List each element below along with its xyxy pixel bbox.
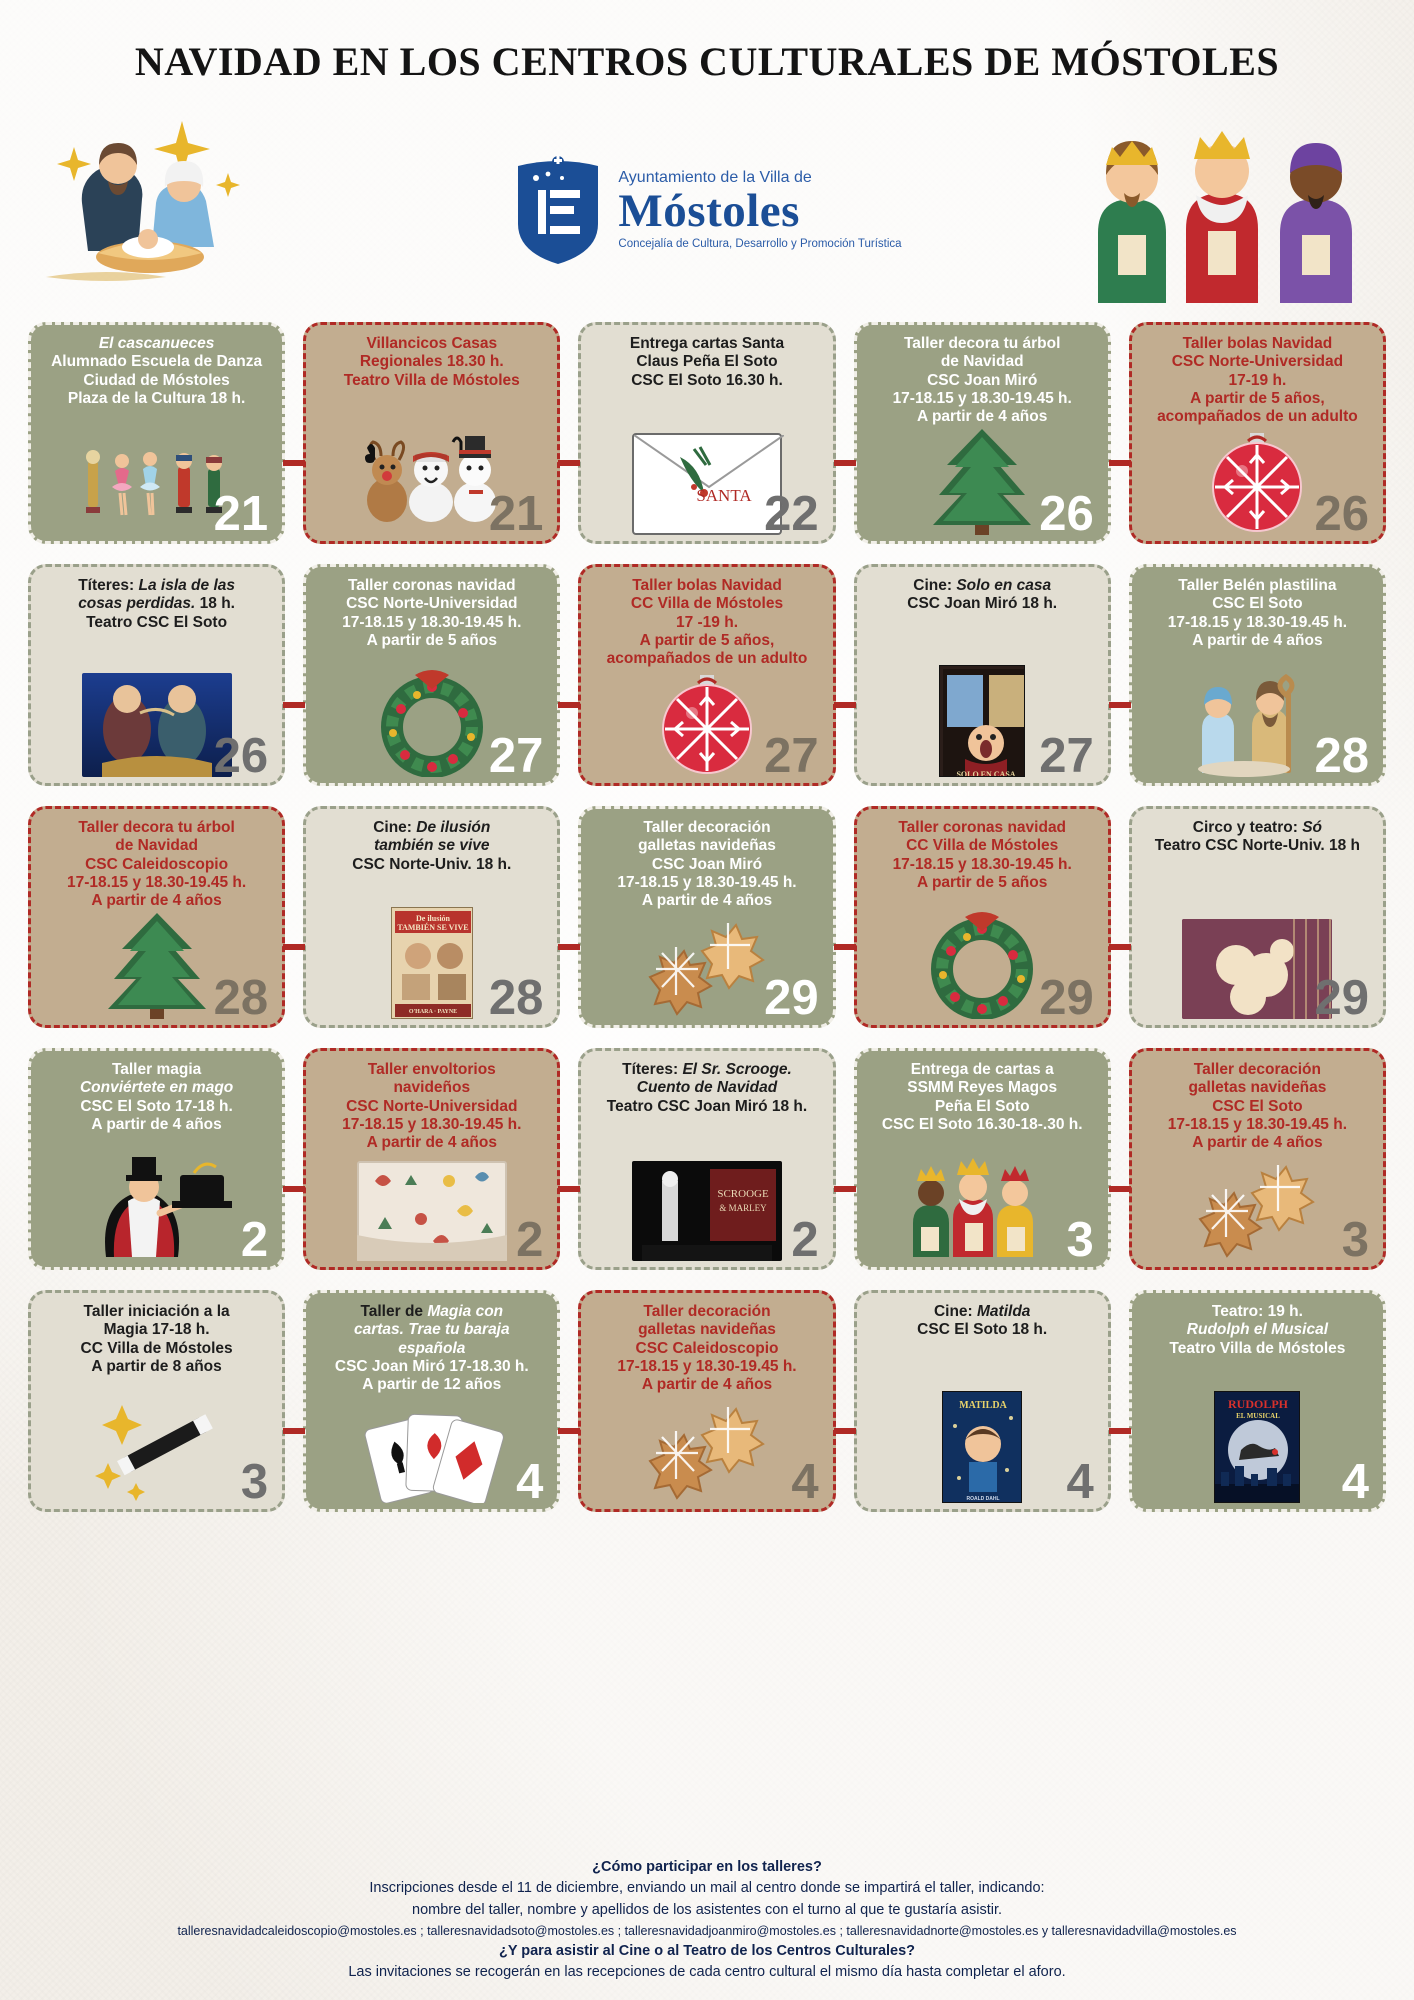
event-text <box>589 1303 824 1394</box>
connector-line <box>834 944 856 950</box>
connector-line <box>558 460 580 466</box>
mostoles-logo <box>512 156 901 266</box>
event-line: cosas perdidas. 18 h. <box>78 595 235 613</box>
event-line: 17-18.15 y 18.30-19.45 h. <box>1167 1115 1348 1133</box>
event-line: CSC Joan Miró 17-18.30 h. <box>334 1357 529 1375</box>
event-line: Plaza de la Cultura 18 h. <box>67 389 246 407</box>
event-line: Claus Peña El Soto <box>636 353 778 371</box>
event-day-number: 29 <box>764 971 819 1025</box>
header-band <box>0 103 1414 318</box>
shield-icon <box>512 156 604 266</box>
santa-letter-illustration: SANTA <box>589 394 824 535</box>
event-line: CSC Norte-Universidad <box>346 1097 518 1115</box>
event-text <box>314 1061 549 1152</box>
event-line: Magia 17-18 h. <box>103 1321 210 1339</box>
footer-question-2: ¿Y para asistir al Cine o al Teatro de los Centros Culturales? <box>498 1942 916 1959</box>
event-day-number: 3 <box>240 1455 269 1509</box>
event-text <box>589 577 824 668</box>
svg-text:EL MUSICAL: EL MUSICAL <box>1236 1412 1281 1420</box>
event-card[interactable] <box>854 322 1111 544</box>
event-line: Taller magia <box>111 1061 202 1078</box>
event-line: CSC El Soto 17-18 h. <box>80 1097 233 1115</box>
event-line: Entrega cartas Santa <box>629 335 785 352</box>
event-line: Peña El Soto <box>934 1097 1030 1115</box>
event-text <box>314 1303 549 1394</box>
event-card[interactable] <box>854 564 1111 786</box>
event-line: 17-19 h. <box>1228 371 1287 389</box>
event-text <box>314 819 549 874</box>
event-line: CSC El Soto 18 h. <box>917 1321 1048 1339</box>
event-line: Teatro CSC Joan Miró 18 h. <box>606 1097 808 1115</box>
event-line: CC Villa de Móstoles <box>80 1339 233 1357</box>
event-line: Taller decora tu árbol <box>78 819 235 836</box>
event-card[interactable] <box>28 1048 285 1270</box>
event-line: CC Villa de Móstoles <box>630 595 784 613</box>
event-line: A partir de 4 años <box>641 892 773 910</box>
event-line: Alumnado Escuela de Danza <box>51 353 263 371</box>
event-text <box>865 577 1100 614</box>
event-line: CSC El Soto <box>1212 595 1303 613</box>
event-day-number: 4 <box>1341 1455 1369 1509</box>
event-line: Taller coronas navidad <box>347 577 516 594</box>
logo-line-2: Móstoles <box>618 185 800 238</box>
event-line: galletas navideñas <box>1188 1079 1327 1097</box>
connector-line <box>834 1186 856 1192</box>
event-line: A partir de 12 años <box>362 1376 502 1394</box>
event-text <box>1140 1303 1375 1358</box>
event-line: Conviértete en mago <box>79 1079 234 1097</box>
connector-line <box>1109 944 1131 950</box>
svg-text:& MARLEY: & MARLEY <box>719 1203 767 1213</box>
event-line: Teatro CSC El Soto <box>86 613 228 631</box>
scrooge-photo <box>589 1120 824 1261</box>
event-line: navideños <box>393 1079 471 1097</box>
event-day-number: 26 <box>1314 487 1369 541</box>
event-day-number: 29 <box>1039 971 1094 1025</box>
event-line: de Navidad <box>115 837 198 855</box>
event-line: Teatro CSC Norte-Univ. 18 h <box>1154 837 1361 855</box>
svg-text:MATILDA: MATILDA <box>959 1400 1007 1411</box>
event-text <box>39 1303 274 1376</box>
event-line: CSC Joan Miró 18 h. <box>907 595 1058 613</box>
connector-line <box>283 1428 305 1434</box>
event-line: Taller bolas Navidad <box>632 577 782 594</box>
connector-line <box>1109 460 1131 466</box>
event-text <box>1140 1061 1375 1152</box>
event-day-number: 2 <box>240 1213 269 1267</box>
event-line: 17-18.15 y 18.30-19.45 h. <box>342 613 522 631</box>
footer-text-3: Las invitaciones se recogerán en las recepciones de cada centro cultural el mismo día hasta completar el aforo. <box>348 1964 1066 1981</box>
event-text <box>589 819 824 910</box>
event-card[interactable] <box>303 564 560 786</box>
event-day-number: 4 <box>516 1455 544 1509</box>
event-line: SSMM Reyes Magos <box>907 1079 1058 1097</box>
event-line: A partir de 5 años <box>917 873 1048 891</box>
matilda-poster <box>865 1344 1100 1503</box>
svg-text:SOLO EN CASA: SOLO EN CASA <box>956 770 1016 777</box>
event-card[interactable] <box>578 322 835 544</box>
event-line: CSC El Soto 16.30-18-.30 h. <box>881 1115 1083 1133</box>
svg-text:O'HARA · PAYNE: O'HARA · PAYNE <box>408 1009 457 1015</box>
event-line: Cuento de Navidad <box>636 1079 778 1097</box>
event-text <box>39 1061 274 1134</box>
event-day-number: 26 <box>1039 487 1094 541</box>
event-card[interactable] <box>1129 322 1386 544</box>
wrapping-paper-illustration <box>314 1156 549 1261</box>
event-line: A partir de 5 años, <box>1190 389 1325 407</box>
event-line: Regionales 18.30 h. <box>359 353 504 371</box>
connector-line <box>834 1428 856 1434</box>
event-line: Taller decoración <box>643 1303 771 1320</box>
event-line: 17-18.15 y 18.30-19.45 h. <box>892 855 1072 873</box>
event-line: Ciudad de Móstoles <box>83 371 230 389</box>
event-line: Taller de Magia con <box>360 1303 504 1320</box>
event-day-number: 26 <box>213 729 269 783</box>
event-card[interactable] <box>28 806 285 1028</box>
svg-text:TAMBIÉN SE VIVE: TAMBIÉN SE VIVE <box>397 923 469 932</box>
footer-text-2: nombre del taller, nombre y apellidos de los asistentes con el turno al que te gustaría asistir. <box>412 1902 1002 1918</box>
connector-line <box>558 944 580 950</box>
event-day-number: 28 <box>213 971 269 1025</box>
event-card[interactable] <box>578 1048 835 1270</box>
footer-text-1: Inscripciones desde el 11 de diciembre, enviando un mail al centro donde se impartirá el taller, indicando: <box>369 1880 1045 1897</box>
event-line: A partir de 4 años <box>91 892 222 910</box>
svg-text:De ilusión: De ilusión <box>415 914 450 923</box>
connector-line <box>283 1186 305 1192</box>
page-title: NAVIDAD EN LOS CENTROS CULTURALES DE MÓSTOLES <box>134 39 1280 84</box>
event-line: Títeres: El Sr. Scrooge. <box>622 1061 792 1078</box>
connector-line <box>1109 1428 1131 1434</box>
connector-line <box>558 702 580 708</box>
event-line: Cine: De ilusión <box>373 819 491 836</box>
event-line: A partir de 4 años <box>1192 1134 1323 1152</box>
magic-wand-illustration <box>39 1380 274 1503</box>
event-card[interactable] <box>28 564 285 786</box>
event-line: galletas navideñas <box>638 1321 776 1339</box>
event-line: 17-18.15 y 18.30-19.45 h. <box>342 1115 522 1133</box>
event-line: Teatro Villa de Móstoles <box>343 371 520 389</box>
connector-line <box>834 460 856 466</box>
event-text <box>589 1061 824 1116</box>
event-text <box>865 819 1100 892</box>
event-day-number: 21 <box>213 487 269 541</box>
event-card[interactable] <box>1129 1048 1386 1270</box>
event-line: Taller Belén plastilina <box>1178 577 1337 594</box>
connector-line <box>283 460 305 466</box>
event-card[interactable] <box>1129 1290 1386 1512</box>
event-day-number: 27 <box>488 729 544 783</box>
event-card[interactable] <box>578 564 835 786</box>
event-card[interactable] <box>303 806 560 1028</box>
event-line: A partir de 4 años <box>366 1134 497 1152</box>
connector-line <box>834 702 856 708</box>
event-line: 17-18.15 y 18.30-19.45 h. <box>892 389 1072 407</box>
event-card[interactable] <box>28 1290 285 1512</box>
event-line: española <box>398 1339 466 1357</box>
cookies-illustration <box>589 1398 824 1503</box>
event-line: Teatro: 19 h. <box>1211 1303 1303 1320</box>
event-text <box>865 1061 1100 1134</box>
three-kings-illustration <box>865 1138 1100 1261</box>
event-line: CSC Norte-Universidad <box>346 595 518 613</box>
event-text <box>589 335 824 390</box>
event-line: Taller decora tu árbol <box>903 335 1061 352</box>
event-day-number: 22 <box>764 487 819 541</box>
event-line: 17-18.15 y 18.30-19.45 h. <box>617 1357 797 1375</box>
event-day-number: 4 <box>1066 1455 1094 1509</box>
event-line: Taller coronas navidad <box>898 819 1067 836</box>
event-line: Cine: Solo en casa <box>913 577 1052 594</box>
footer-emails[interactable]: talleresnavidadcaleidoscopio@mostoles.es ; talleresnavidadsoto@mostoles.es ; talleresnavidadjoanmiro@mostoles.es ; talleresnavidadnorte@mostoles.es y talleresnavidadvilla@mostoles.es <box>177 1923 1237 1938</box>
event-line: Taller envoltorios <box>367 1061 496 1078</box>
event-line: de Navidad <box>940 353 1024 371</box>
three-kings-illustration <box>1084 103 1374 303</box>
event-line: galletas navideñas <box>638 837 776 855</box>
event-line: Taller iniciación a la <box>83 1303 230 1320</box>
event-line: Circo y teatro: Só <box>1192 819 1322 836</box>
event-line: A partir de 4 años <box>1192 631 1323 649</box>
event-card[interactable] <box>854 1048 1111 1270</box>
event-line: Taller decoración <box>643 819 771 836</box>
event-line: Taller bolas Navidad <box>1182 335 1333 352</box>
event-line: El cascanueces <box>98 335 215 352</box>
event-line: CSC Norte-Univ. 18 h. <box>352 855 512 873</box>
svg-text:RUDOLPH: RUDOLPH <box>1228 1397 1289 1411</box>
event-card[interactable] <box>303 1048 560 1270</box>
event-line: A partir de 4 años <box>917 408 1048 426</box>
event-line: Villancicos Casas <box>366 335 498 352</box>
event-card[interactable] <box>1129 806 1386 1028</box>
event-line: CSC Norte-Universidad <box>1171 353 1344 371</box>
event-line: CC Villa de Móstoles <box>906 837 1059 855</box>
event-day-number: 28 <box>1314 729 1369 783</box>
event-card[interactable] <box>1129 564 1386 786</box>
connector-line <box>558 1186 580 1192</box>
event-line: A partir de 4 años <box>91 1115 222 1133</box>
event-day-number: 2 <box>791 1213 819 1267</box>
svg-text:ROALD DAHL: ROALD DAHL <box>966 1496 1000 1502</box>
connector-line <box>558 1428 580 1434</box>
event-day-number: 27 <box>1039 729 1094 783</box>
event-card[interactable] <box>578 806 835 1028</box>
event-day-number: 21 <box>488 487 544 541</box>
cookies-illustration <box>1140 1156 1375 1261</box>
logo-line-3: Concejalía de Cultura, Desarrollo y Promoción Turística <box>618 238 902 251</box>
event-line: A partir de 4 años <box>641 1376 773 1394</box>
event-card[interactable] <box>578 1290 835 1512</box>
event-line: Cine: Matilda <box>933 1303 1031 1320</box>
event-line: Rudolph el Musical <box>1186 1321 1329 1339</box>
event-card[interactable] <box>303 322 560 544</box>
event-day-number: 3 <box>1341 1213 1369 1267</box>
rudolph-poster <box>1140 1362 1375 1503</box>
event-card[interactable] <box>854 806 1111 1028</box>
event-line: 17-18.15 y 18.30-19.45 h. <box>617 873 797 891</box>
event-line: Entrega de cartas a <box>910 1061 1054 1078</box>
event-line: CSC Joan Miró <box>927 371 1038 389</box>
event-line: acompañados de un adulto <box>1157 408 1358 426</box>
event-line: también se vive <box>374 837 490 855</box>
footer-info <box>0 1857 1414 1985</box>
events-calendar <box>28 322 1386 1512</box>
event-card[interactable] <box>303 1290 560 1512</box>
event-line: CSC Caleidoscopio <box>85 855 229 873</box>
event-line: CSC El Soto 16.30 h. <box>631 371 783 389</box>
event-day-number: 29 <box>1314 971 1369 1025</box>
event-line: 17-18.15 y 18.30-19.45 h. <box>66 873 247 891</box>
magician-illustration <box>39 1138 274 1261</box>
event-line: CSC Joan Miró <box>651 855 763 873</box>
event-text <box>314 335 549 390</box>
event-line: acompañados de un adulto <box>606 650 808 668</box>
event-line: A partir de 5 años <box>366 631 497 649</box>
event-text <box>1140 819 1375 856</box>
event-text <box>1140 577 1375 650</box>
event-card[interactable] <box>854 1290 1111 1512</box>
event-text <box>39 335 274 408</box>
event-text <box>39 577 274 632</box>
svg-text:SCROOGE: SCROOGE <box>717 1188 769 1200</box>
playing-cards-illustration <box>314 1398 549 1503</box>
event-line: Teatro Villa de Móstoles <box>1169 1339 1346 1357</box>
event-line: 17 -19 h. <box>675 613 738 631</box>
event-text <box>1140 335 1375 426</box>
event-line: A partir de 5 años, <box>639 631 775 649</box>
event-line: A partir de 8 años <box>91 1357 222 1375</box>
event-day-number: 4 <box>791 1455 819 1509</box>
event-text <box>865 1303 1100 1340</box>
event-day-number: 27 <box>764 729 819 783</box>
connector-line <box>283 702 305 708</box>
event-text <box>865 335 1100 426</box>
event-line: Títeres: La isla de las <box>78 577 235 594</box>
event-line: Taller decoración <box>1193 1061 1321 1078</box>
event-line: 17-18.15 y 18.30-19.45 h. <box>1167 613 1348 631</box>
event-line: cartas. Trae tu baraja <box>353 1321 510 1339</box>
event-card[interactable] <box>28 322 285 544</box>
event-day-number: 28 <box>488 971 544 1025</box>
connector-line <box>283 944 305 950</box>
connector-line <box>1109 1186 1131 1192</box>
nativity-illustration <box>22 107 282 297</box>
event-line: CSC Caleidoscopio <box>635 1339 779 1357</box>
event-day-number: 2 <box>516 1213 544 1267</box>
logo-line-1: Ayuntamiento de la Villa de <box>618 169 812 187</box>
connector-line <box>1109 702 1131 708</box>
event-line: CSC El Soto <box>1212 1097 1303 1115</box>
footer-question-1: ¿Cómo participar en los talleres? <box>592 1858 822 1875</box>
event-day-number: 3 <box>1066 1213 1094 1267</box>
event-text <box>39 819 274 910</box>
event-text <box>314 577 549 650</box>
